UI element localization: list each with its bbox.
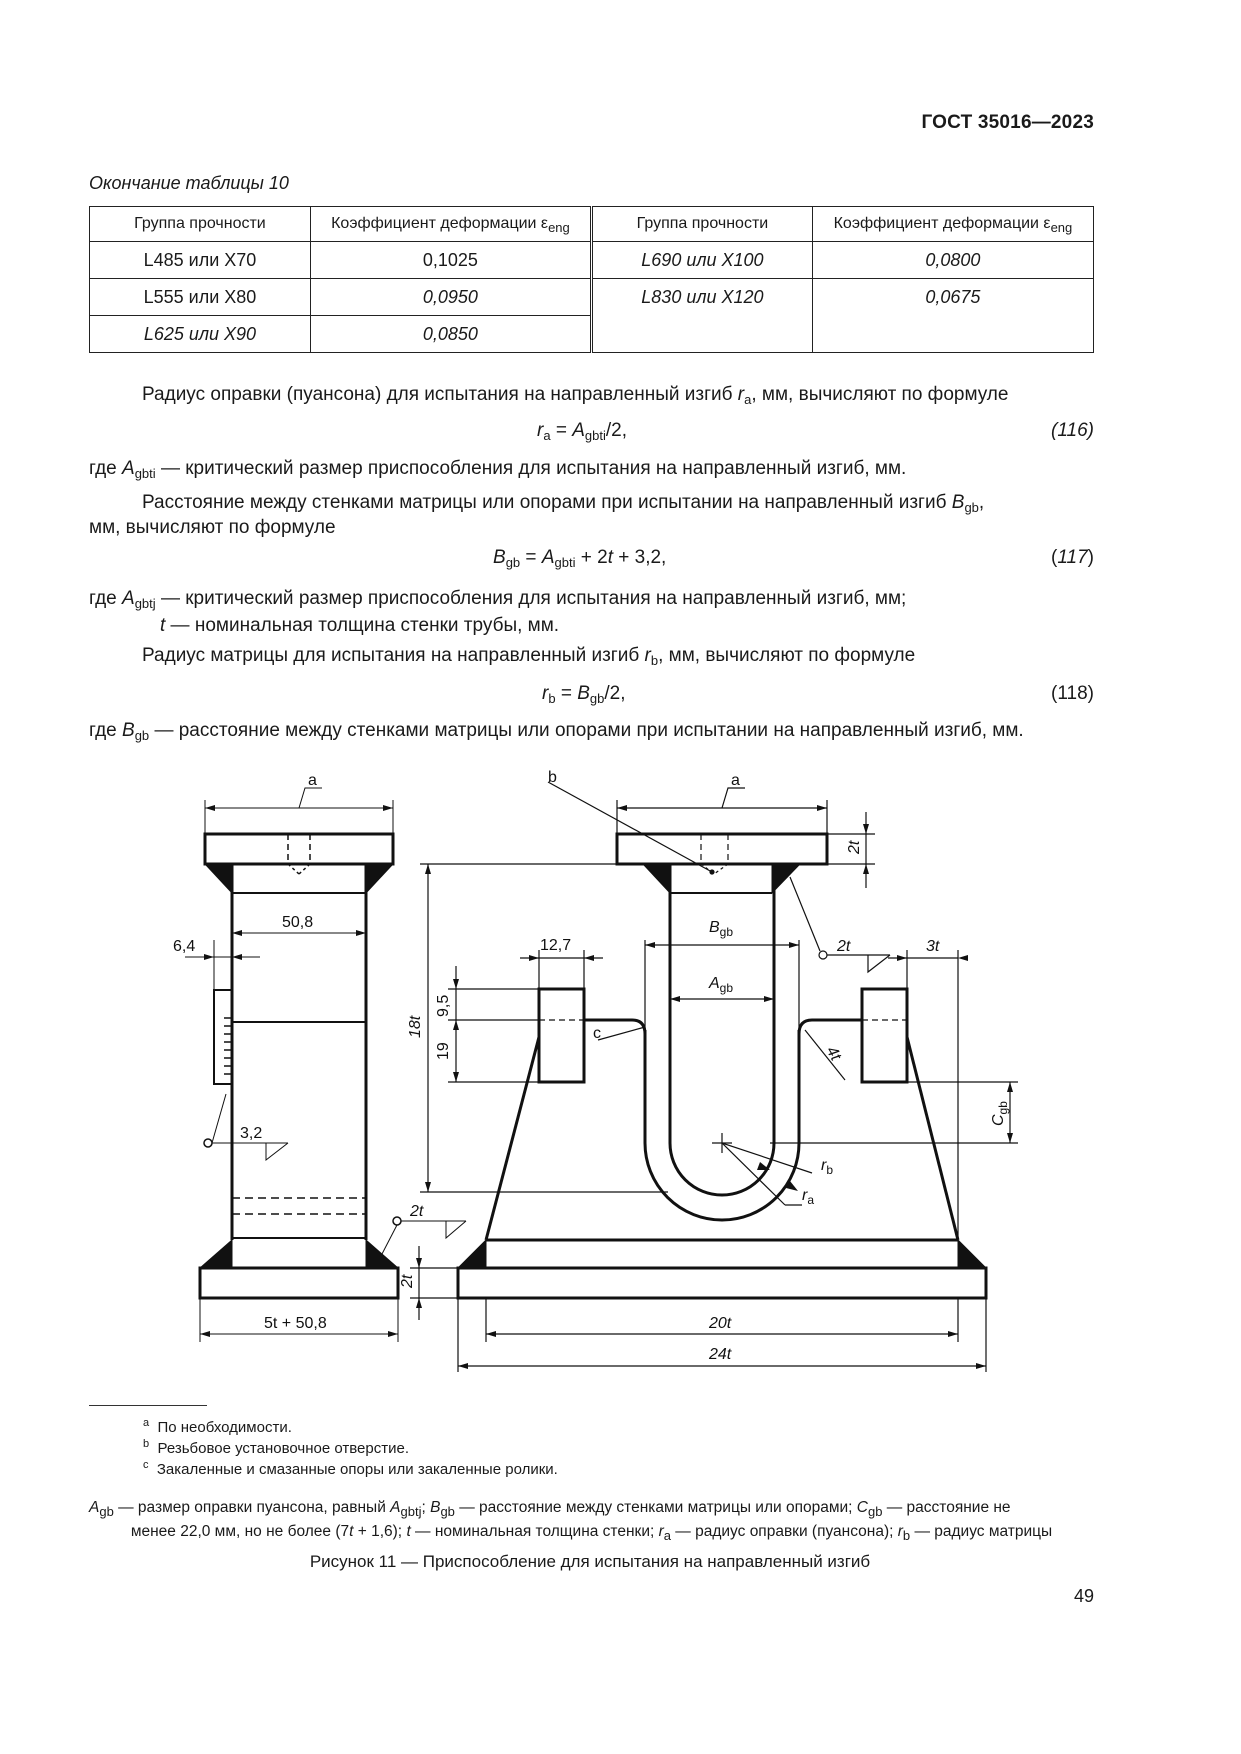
label-a-right: a: [731, 772, 740, 789]
table-cell: 0,0850: [310, 316, 591, 353]
label-bgb: $B_{gb}$: [709, 919, 734, 939]
formula-117: $B_{gb} = A_{gbti} + 2t + 3,2$,: [493, 547, 667, 570]
bend-test-fixture-drawing: [173, 760, 1010, 1380]
footnote-separator: [89, 1405, 207, 1406]
die-base-plate: [458, 1268, 986, 1298]
label-2t-weld-right: 2t: [837, 938, 851, 955]
label-18t: 18t: [407, 1015, 424, 1038]
deformation-table: [89, 206, 1094, 353]
formula-116: $r_a = A_{gbti}/2$,: [537, 420, 627, 443]
label-20t: 20t: [709, 1315, 732, 1332]
label-4t: 4t: [822, 1043, 844, 1064]
right-support-roller: [862, 989, 907, 1082]
header-strength-group-2: Группа прочности: [591, 207, 812, 242]
label-9-5: 9,5: [435, 994, 452, 1017]
footnote-b: $^b$ Резьбовое установочное отверстие.: [143, 1438, 409, 1457]
table-cell: 0,0950: [310, 279, 591, 316]
footnote-c: $^c$ Закаленные и смазанные опоры или закаленные ролики.: [143, 1459, 558, 1478]
punch-top-plate: [617, 834, 827, 864]
paragraph-bgb-cont: мм, вычисляют по формуле: [89, 517, 336, 538]
figure-caption: Рисунок 11 — Приспособление для испытания на направленный изгиб: [309, 1552, 871, 1571]
label-b: b: [548, 769, 557, 786]
label-2t-bottom: 2t: [399, 1274, 416, 1288]
table-cell: 0,1025: [310, 242, 591, 279]
where-agbtj: где $A_{gbtj}$ — критический размер приспособления для испытания на направленный изгиб, мм;: [89, 588, 907, 611]
left-base-plate: [200, 1268, 398, 1298]
where-bgb: где $B_{gb}$ — расстояние между стенками матрицы или опорами при испытании на направленный изгиб, мм.: [89, 720, 1024, 743]
punch-outer: [645, 1030, 799, 1220]
table-row: [90, 279, 1094, 316]
label-50-8: 50,8: [282, 914, 314, 931]
label-2t-weld-left: 2t: [410, 1203, 424, 1220]
die-right-wall: [907, 1037, 958, 1240]
formula-118: $r_b = B_{gb}/2$,: [542, 683, 626, 706]
table-caption: Окончание таблицы 10: [89, 173, 289, 193]
label-3-2: 3,2: [240, 1125, 263, 1142]
equation-number-117: (117): [1051, 547, 1094, 568]
table-header-row: [90, 207, 1094, 242]
equation-number-116: (116): [1051, 420, 1094, 441]
left-top-plate: [205, 834, 393, 864]
equation-number-118: (118): [1051, 683, 1094, 704]
where-agbti: где $A_{gbti}$ — критический размер приспособления для испытания на направленный изгиб, мм.: [89, 458, 907, 481]
paragraph-bgb: Расстояние между стенками матрицы или опорами при испытании на направленный изгиб $B_{gb}$,: [142, 492, 985, 515]
page-number: 49: [1073, 1586, 1094, 1606]
die-left-wall: [486, 1037, 539, 1240]
standard-number: ГОСТ 35016—2023: [921, 112, 1094, 133]
label-19: 19: [435, 1042, 452, 1060]
label-24t: 24t: [709, 1346, 732, 1363]
paragraph-rb: Радиус матрицы для испытания на направленный изгиб $r_b$, мм, вычисляют по формуле: [142, 645, 916, 668]
label-6-4: 6,4: [173, 938, 196, 955]
label-rb: $r_b$: [821, 1157, 834, 1177]
figure-legend: $A_{gb}$ — размер оправки пуансона, равный $A_{gbtj}$; $B_{gb}$ — расстояние между стенками матрицы или опорами; $C_{gb}$ — расстояние не: [89, 1499, 1011, 1519]
header-strength-group: Группа прочности: [90, 207, 311, 242]
label-2t-top: 2t: [846, 840, 863, 854]
table-row: [90, 242, 1094, 279]
header-deformation-coef: Коэффициент деформации $\varepsilon_{eng}$: [310, 207, 591, 242]
paragraph-ra: Радиус оправки (пуансона) для испытания на направленный изгиб $r_a$, мм, вычисляют по формуле: [142, 384, 1009, 407]
label-a-left: a: [308, 772, 317, 789]
table-cell: L690 или X100: [591, 242, 812, 279]
footnote-a: $^a$ По необходимости.: [143, 1417, 292, 1436]
table-cell: 0,0675: [812, 279, 1093, 353]
label-5t-50-8: 5t + 50,8: [264, 1315, 327, 1332]
table-cell: L625 или X90: [90, 316, 311, 353]
label-ra: $r_a$: [802, 1187, 815, 1207]
header-deformation-coef-2: Коэффициент деформации $\varepsilon_{eng}$: [812, 207, 1093, 242]
where-t: t — номинальная толщина стенки трубы, мм.: [160, 615, 560, 636]
table-cell: L555 или X80: [90, 279, 311, 316]
table-cell: L830 или X120: [591, 279, 812, 353]
table-cell: 0,0800: [812, 242, 1093, 279]
label-agb: $A_{gb}$: [709, 975, 734, 995]
table-cell: L485 или X70: [90, 242, 311, 279]
specimen-side: [214, 990, 232, 1084]
label-c: c: [593, 1025, 601, 1042]
left-support-roller: [539, 989, 584, 1082]
figure-legend-line2: менее 22,0 мм, но не более (7t + 1,6); t — номинальная толщина стенки; $r_a$ — радиус оправки (пуансона); $r_b$ — радиус матрицы: [130, 1523, 1053, 1543]
label-3t: 3t: [926, 938, 940, 955]
label-12-7: 12,7: [540, 937, 572, 954]
label-cgb: $C_{gb}$: [990, 1101, 1010, 1126]
